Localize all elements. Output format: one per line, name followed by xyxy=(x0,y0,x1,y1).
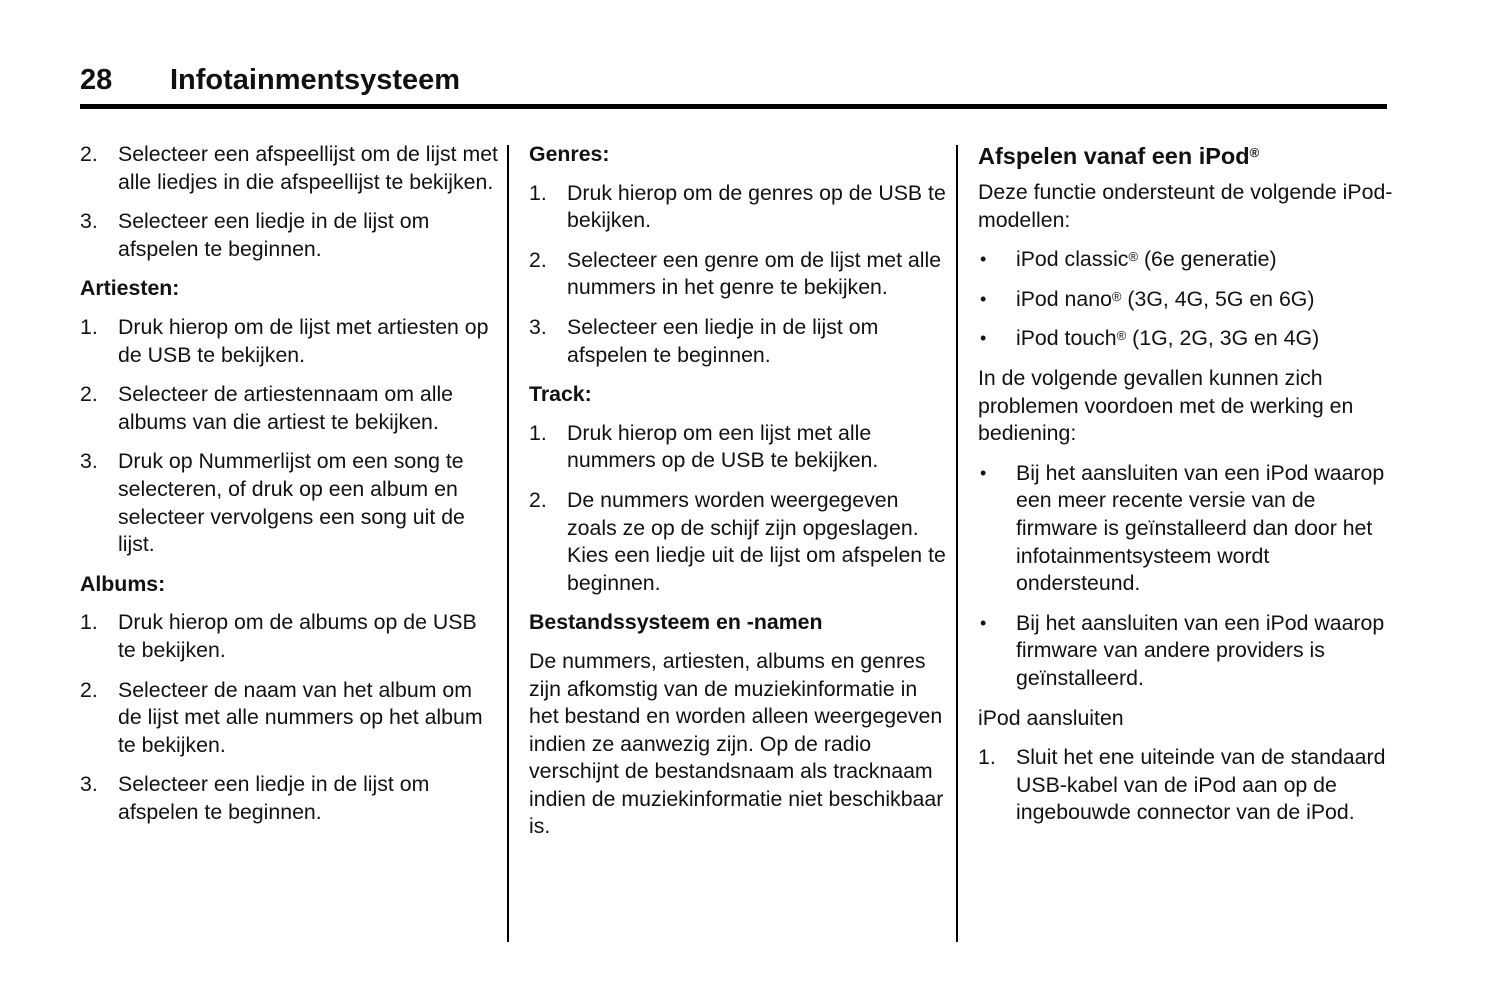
bullet-item xyxy=(978,610,1393,693)
list-item xyxy=(80,771,500,826)
page-header xyxy=(80,60,1387,109)
list-number: 2. xyxy=(80,677,98,702)
list-number: 3. xyxy=(80,772,98,797)
chapter-title: Infotainmentsysteem xyxy=(170,64,461,96)
list-item xyxy=(80,677,500,760)
list-number: 1. xyxy=(978,745,996,770)
track-heading: Track: xyxy=(529,382,592,407)
registered-mark: ® xyxy=(1128,249,1139,265)
list-item xyxy=(80,208,500,263)
list-number: 2. xyxy=(80,382,98,407)
list-number: 1. xyxy=(529,420,547,445)
list-text: Druk op Nummerlijst om een song te selecteren, of druk op een album en selecteer vervolgens een song uit de lijst. xyxy=(118,449,465,557)
list-number: 3. xyxy=(529,314,547,339)
list-item xyxy=(978,744,1393,827)
registered-mark: ® xyxy=(1111,288,1122,304)
artists-heading: Artiesten: xyxy=(80,276,180,301)
registered-mark: ® xyxy=(1249,145,1260,160)
filesystem-paragraph: De nummers, artiesten, albums en genres zijn afkomstig van de muziekinformatie in het bestand en worden alleen weergegeven indien ze aanwezig zijn. Op de radio verschijnt de bestandsnaam als tracknaam indien de muziekinformatie niet beschikbaar is. xyxy=(529,648,944,839)
model-detail: (1G, 2G, 3G en 4G) xyxy=(1126,326,1320,351)
column-3 xyxy=(978,141,1393,839)
filesystem-heading: Bestandssysteem en -namen xyxy=(529,610,823,635)
registered-mark: ® xyxy=(1116,328,1127,344)
albums-heading: Albums: xyxy=(80,571,166,596)
list-text: De nummers worden weergegeven zoals ze op de schijf zijn opgeslagen. Kies een liedje uit de lijst om afspelen te beginnen. xyxy=(567,487,946,595)
model-name: iPod nano xyxy=(1016,286,1112,311)
list-text: Sluit het ene uiteinde van de standaard USB-kabel van de iPod aan op de ingebouwde connector van de iPod. xyxy=(1016,745,1386,825)
model-name: iPod classic xyxy=(1016,247,1129,272)
ipod-heading-text: Afspelen vanaf een iPod xyxy=(978,143,1250,169)
problems-intro: In de volgende gevallen kunnen zich problemen voordoen met de werking en bediening: xyxy=(978,365,1354,446)
bullet-icon: • xyxy=(980,249,987,270)
list-item xyxy=(80,448,500,558)
genres-heading: Genres: xyxy=(529,142,610,166)
list-item xyxy=(529,487,949,597)
bullet-icon: • xyxy=(980,288,987,309)
list-text: Selecteer de naam van het album om de lijst met alle nummers op het album te bekijken. xyxy=(118,677,483,757)
model-detail: (6e generatie) xyxy=(1138,247,1277,272)
list-text: Selecteer de artiestennaam om alle albums van die artiest te bekijken. xyxy=(118,382,454,434)
column-1 xyxy=(80,141,500,838)
list-item xyxy=(80,141,500,196)
ipod-section-heading xyxy=(978,141,1393,171)
bullet-item xyxy=(978,286,1393,314)
connect-heading: iPod aansluiten xyxy=(978,705,1124,730)
bullet-icon: • xyxy=(980,462,987,483)
ipod-intro: Deze functie ondersteunt de volgende iPod-modellen: xyxy=(978,180,1393,232)
bullet-text: Bij het aansluiten van een iPod waarop een meer recente versie van de firmware is geïnstalleerd dan door het infotainmentsysteem wordt ondersteund. xyxy=(1016,460,1385,596)
list-item xyxy=(80,314,500,369)
list-item xyxy=(80,381,500,436)
bullet-item xyxy=(978,325,1393,353)
list-number: 1. xyxy=(80,314,98,339)
bullet-icon: • xyxy=(980,328,987,349)
list-text: Selecteer een liedje in de lijst om afspelen te beginnen. xyxy=(567,314,879,367)
list-item xyxy=(529,180,949,235)
list-item xyxy=(529,247,949,302)
bullet-icon: • xyxy=(980,612,987,633)
page-number: 28 xyxy=(80,64,113,96)
list-text: Selecteer een genre om de lijst met alle nummers in het genre te bekijken. xyxy=(567,247,942,300)
list-text: Druk hierop om een lijst met alle nummers op de USB te bekijken. xyxy=(567,420,879,473)
bullet-item xyxy=(978,246,1393,274)
column-divider xyxy=(507,145,509,942)
list-number: 1. xyxy=(529,180,547,205)
model-detail: (3G, 4G, 5G en 6G) xyxy=(1121,286,1315,311)
model-name: iPod touch xyxy=(1016,326,1117,351)
column-divider xyxy=(956,145,958,942)
list-item xyxy=(80,609,500,664)
list-text: Druk hierop om de genres op de USB te bekijken. xyxy=(567,180,946,233)
list-text: Selecteer een afspeellijst om de lijst met alle liedjes in die afspeellijst te bekijken. xyxy=(118,142,498,194)
list-number: 2. xyxy=(529,247,547,272)
list-item xyxy=(529,314,949,369)
list-number: 2. xyxy=(80,142,98,166)
list-number: 2. xyxy=(529,487,547,512)
list-number: 3. xyxy=(80,449,98,474)
list-number: 3. xyxy=(80,209,98,234)
column-2 xyxy=(529,141,949,853)
list-text: Druk hierop om de albums op de USB te bekijken. xyxy=(118,610,477,662)
list-text: Druk hierop om de lijst met artiesten op de USB te bekijken. xyxy=(118,314,489,367)
list-text: Selecteer een liedje in de lijst om afspelen te beginnen. xyxy=(118,772,430,824)
bullet-item xyxy=(978,460,1393,598)
list-item xyxy=(529,420,949,475)
bullet-text: Bij het aansluiten van een iPod waarop firmware van andere providers is geïnstalleerd. xyxy=(1016,610,1385,690)
list-text: Selecteer een liedje in de lijst om afspelen te beginnen. xyxy=(118,209,430,261)
list-number: 1. xyxy=(80,610,98,635)
